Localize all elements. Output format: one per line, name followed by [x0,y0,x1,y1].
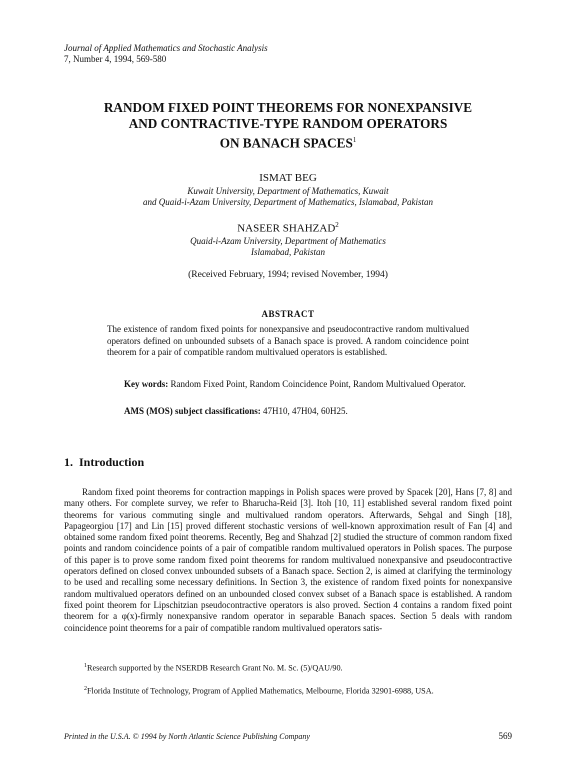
copyright-line: Printed in the U.S.A. © 1994 by North Atlantic Science Publishing Company [64,732,310,741]
footnote-2 [64,684,512,697]
paper-title [0,100,576,151]
author-2-footnote-mark: 2 [335,221,339,229]
author-1-affiliation [0,186,576,208]
footnote-2-mark: 2 [84,686,87,692]
ams-label: AMS (MOS) subject classifications: [124,406,261,416]
footnote-1-mark: 1 [84,663,87,669]
journal-header [64,43,268,65]
received-dates: (Received February, 1994; revised November, 1994) [188,270,388,280]
keywords [107,379,469,391]
author-2-name [0,221,576,235]
footnote-1 [64,661,512,674]
section-number: 1. [64,455,73,469]
ams-codes: 47H10, 47H04, 60H25. [263,406,348,416]
ams-classification [124,406,348,416]
author-1-affil-line-1: Kuwait University, Department of Mathematics, Kuwait [187,186,389,196]
title-line-2: AND CONTRACTIVE-TYPE RANDOM OPERATORS [128,116,448,131]
author-2-affiliation [0,236,576,258]
footnote-2-text: Florida Institute of Technology, Program of Applied Mathematics, Melbourne, Florida 32901-6988, USA. [87,686,434,696]
title-line-3 [0,132,576,151]
title-footnote-mark: 1 [352,136,357,144]
page-number: 569 [498,731,512,741]
abstract-text: The existence of random fixed points for nonexpansive and pseudocontractive random multivalued operators defined on unbounded subsets of a Banach space is proved. A random coincidence point theorem for a pair of compatible random multivalued operators is established. [107,324,469,357]
author-2-affil-line-1: Quaid-i-Azam University, Department of Mathematics [190,236,386,246]
abstract-heading: ABSTRACT [261,309,315,319]
author-1-affil-line-2: and Quaid-i-Azam University, Department of Mathematics, Islamabad, Pakistan [143,197,433,207]
title-line-3-text: ON BANACH SPACES [219,135,353,151]
title-line-1: RANDOM FIXED POINT THEOREMS FOR NONEXPANSIVE [103,100,473,115]
section-heading [64,455,144,470]
author-1-name: ISMAT BEG [259,172,317,184]
introduction-paragraph: Random fixed point theorems for contraction mappings in Polish spaces were proved by Spacek [20], Hans [7, 8] and many others. For complete survey, we refer to Bharucha-Reid [3]. Itoh [10, 11] established several random fixed point theorems for various commuting single and multivalued random operators. Afterwards, Sehgal and Singh [18], Papageorgiou [17] and Lin [15] proved different stochastic versions of well-known approximation result of Fan [4] and obtained some random fixed point theorems. Recently, Beg and Shahzad [2] studied the structure of common random fixed points and random coincidence points of a pair of compatible random multivalued operators in Polish spaces. The purpose of this paper is to prove some random fixed point theorems for random multivalued nonexpansive and pseudocontractive operators defined on closed convex unbounded subsets of a Banach space. Section 2, is aimed at clarifying the terminology to be used and recalling some necessary definitions. In Section 3, the existence of random fixed points for nonexpansive random multivalued operators defined on an unbounded closed convex subset of a Banach space is established. A random fixed point theorem for Lipschitzian pseudocontractive operators is also proved. Section 4 contains a random fixed point theorem for a φ(x)-firmly nonexpansive random operator in separable Banach spaces. Section 5 deals with random coincidence point theorems for a pair of compatible random multivalued operators satis- [64,487,512,633]
author-2-affil-line-2: Islamabad, Pakistan [251,247,325,257]
author-2-name-text: NASEER SHAHZAD [237,222,336,235]
section-title: Introduction [79,455,145,469]
keywords-label: Key words: [124,379,169,389]
journal-name: Journal of Applied Mathematics and Stochastic Analysis [64,43,268,53]
keywords-text: Random Fixed Point, Random Coincidence Point, Random Multivalued Operator. [170,379,466,389]
footnote-1-text: Research supported by the NSERDB Research Grant No. M. Sc. (5)/QAU/90. [87,663,343,673]
journal-volume: 7, Number 4, 1994, 569-580 [64,54,167,64]
